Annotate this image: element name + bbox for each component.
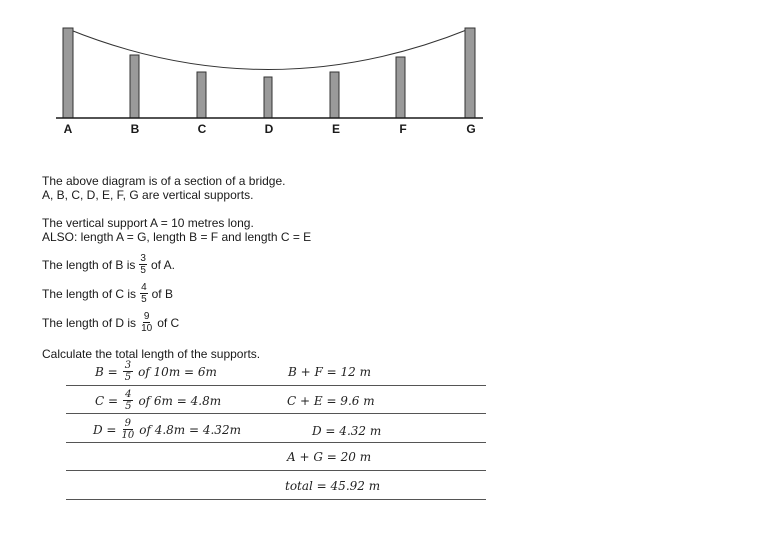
- b-fraction: [139, 253, 147, 276]
- answer-rule-4: [66, 470, 486, 471]
- support-label-g: G: [466, 122, 476, 136]
- c-length-statement: [42, 282, 173, 305]
- working-d-prefix: D =: [93, 422, 117, 437]
- b-length-statement: [42, 253, 175, 276]
- d-fraction-numerator: 9: [143, 311, 150, 322]
- working-b-fraction: [123, 360, 133, 383]
- answer-rule-3: [66, 442, 486, 443]
- intro-line-2: A, B, C, D, E, F, G are vertical supports.: [42, 188, 254, 202]
- d-statement-suffix: of C: [157, 315, 180, 330]
- answer-rule-5: [66, 499, 486, 500]
- working-row-d: [93, 418, 241, 441]
- bridge-diagram: [0, 0, 768, 150]
- working-c-result: of 6m = 4.8m: [138, 393, 222, 408]
- working-c-numerator: 4: [125, 389, 132, 400]
- b-statement-prefix: The length of B is: [42, 257, 136, 272]
- working-c-denominator: 5: [125, 401, 132, 412]
- working-d-numerator: 9: [124, 418, 132, 429]
- working-c-plus-e: C + E = 9.6 m: [287, 394, 375, 408]
- d-statement-prefix: The length of D is: [42, 315, 137, 330]
- working-d-value: D = 4.32 m: [312, 424, 382, 438]
- c-statement-prefix: The length of C is: [42, 286, 137, 301]
- support-g: [465, 28, 475, 118]
- d-fraction-denominator: 10: [141, 323, 153, 334]
- support-label-d: D: [264, 122, 274, 136]
- working-a-plus-g: A + G = 20 m: [287, 450, 372, 464]
- given-line-1: The vertical support A = 10 metres long.: [42, 216, 254, 230]
- suspension-cable: [68, 29, 469, 70]
- d-fraction: [140, 311, 153, 334]
- working-b-plus-f: B + F = 12 m: [288, 365, 371, 379]
- working-b-denominator: 5: [124, 372, 132, 383]
- b-fraction-numerator: 3: [140, 253, 146, 264]
- d-length-statement: [42, 311, 179, 334]
- support-label-a: A: [63, 122, 73, 136]
- support-d: [264, 77, 272, 118]
- working-c-prefix: C =: [95, 393, 119, 408]
- working-b-prefix: B =: [95, 364, 118, 379]
- c-fraction-denominator: 5: [141, 294, 147, 305]
- working-c-fraction: [123, 389, 133, 412]
- c-fraction-numerator: 4: [141, 282, 147, 293]
- intro-line-1: The above diagram is of a section of a bridge.: [42, 174, 286, 188]
- support-a: [63, 28, 73, 118]
- b-statement-suffix: of A.: [150, 257, 175, 272]
- support-b: [130, 55, 139, 118]
- working-total: total = 45.92 m: [285, 479, 381, 493]
- calculate-prompt: Calculate the total length of the supports.: [42, 347, 261, 361]
- support-f: [396, 57, 405, 118]
- working-b-result: of 10m = 6m: [138, 364, 217, 379]
- working-row-b: [95, 360, 217, 383]
- working-d-result: of 4.8m = 4.32m: [139, 422, 241, 437]
- working-b-numerator: 3: [124, 360, 132, 371]
- support-label-b: B: [130, 122, 140, 136]
- given-line-2: ALSO: length A = G, length B = F and length C = E: [42, 230, 312, 244]
- support-e: [330, 72, 339, 118]
- support-c: [197, 72, 206, 118]
- c-statement-suffix: of B: [151, 286, 173, 301]
- support-label-f: F: [399, 122, 407, 136]
- answer-rule-1: [66, 385, 486, 386]
- working-row-c: [95, 389, 221, 412]
- answer-rule-2: [66, 413, 486, 414]
- working-d-denominator: 10: [121, 430, 135, 441]
- support-label-c: C: [197, 122, 207, 136]
- working-d-fraction: [122, 418, 135, 441]
- c-fraction: [140, 282, 148, 305]
- support-label-e: E: [331, 122, 341, 136]
- b-fraction-denominator: 5: [140, 265, 146, 276]
